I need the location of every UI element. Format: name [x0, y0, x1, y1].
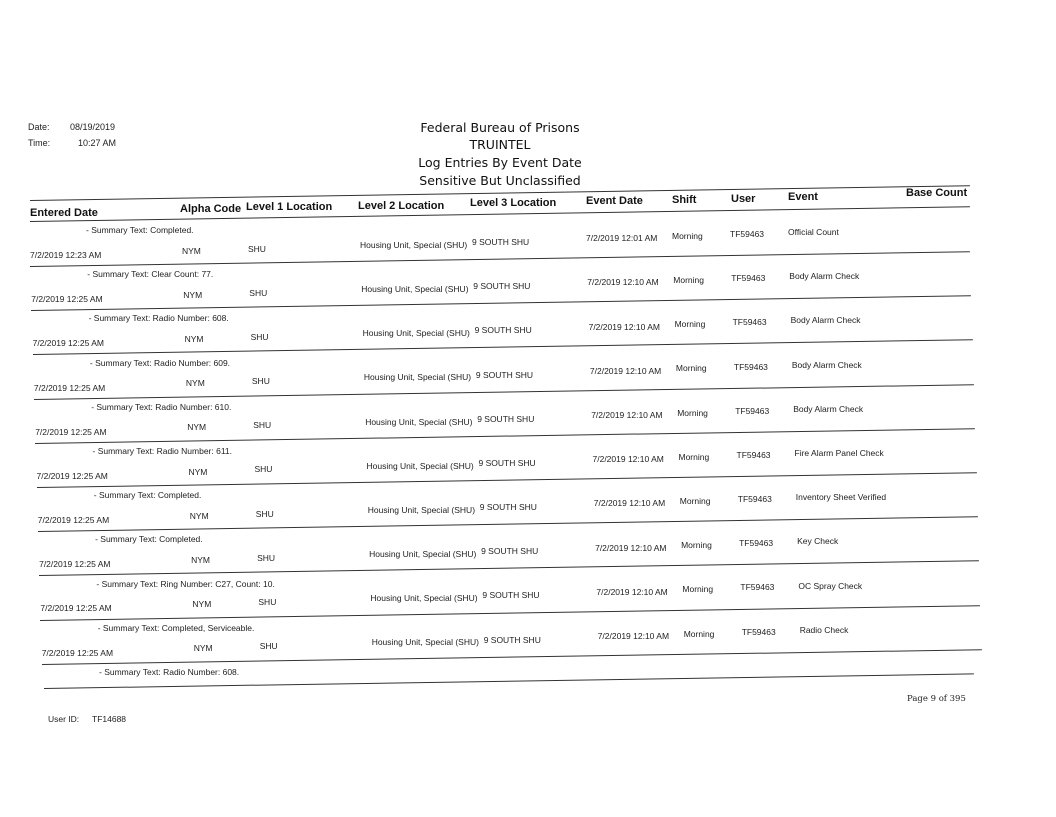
cell-alpha: NYM — [189, 510, 209, 521]
cell-entered: 7/2/2019 12:25 AM — [40, 603, 112, 614]
cell-l1: SHU — [259, 641, 278, 652]
cell-event: Body Alarm Check — [793, 403, 864, 414]
report-title: Log Entries By Event Date — [418, 155, 582, 170]
summary-text: - Summary Text: Radio Number: 611. — [92, 446, 233, 457]
cell-event: Inventory Sheet Verified — [795, 492, 887, 503]
row-separator — [34, 384, 974, 400]
cell-entered: 7/2/2019 12:25 AM — [35, 426, 107, 437]
cell-l1: SHU — [250, 331, 269, 342]
cell-user: TF59463 — [737, 494, 772, 505]
cell-entered: 7/2/2019 12:25 AM — [37, 515, 110, 526]
summary-text: - Summary Text: Radio Number: 608. — [99, 666, 240, 677]
row-separator — [30, 251, 970, 267]
cell-event_date: 7/2/2019 12:10 AM — [593, 498, 666, 509]
date-label: Date: — [28, 122, 50, 132]
cell-entered: 7/2/2019 12:25 AM — [32, 338, 104, 349]
cell-l3: 9 SOUTH SHU — [481, 546, 539, 557]
summary-text: - Summary Text: Radio Number: 609. — [89, 357, 231, 368]
cell-user: TF59463 — [739, 538, 774, 549]
cell-l3: 9 SOUTH SHU — [477, 413, 535, 424]
cell-shift: Morning — [673, 275, 705, 286]
cell-l1: SHU — [254, 464, 273, 475]
cell-event_date: 7/2/2019 12:10 AM — [589, 365, 662, 376]
cell-l2: Housing Unit, Special (SHU) — [365, 416, 473, 427]
page-number: Page 9 of 395 — [907, 694, 966, 704]
summary-text: - Summary Text: Radio Number: 608. — [88, 313, 229, 324]
cell-l3: 9 SOUTH SHU — [483, 634, 541, 645]
cell-event: Fire Alarm Panel Check — [794, 447, 884, 458]
cell-event: Body Alarm Check — [789, 271, 860, 282]
cell-l2: Housing Unit, Special (SHU) — [363, 372, 472, 383]
col-entered-date: Entered Date — [30, 207, 98, 219]
user-id-value: TF14688 — [92, 714, 127, 724]
summary-text: - Summary Text: Clear Count: 77. — [87, 269, 214, 280]
cell-l2: Housing Unit, Special (SHU) — [366, 460, 474, 471]
org-title: Federal Bureau of Prisons — [420, 120, 580, 135]
system-title: TRUINTEL — [469, 137, 531, 152]
col-level2-location: Level 2 Location — [358, 200, 445, 212]
cell-alpha: NYM — [193, 643, 213, 654]
cell-alpha: NYM — [192, 599, 212, 610]
summary-text: - Summary Text: Completed, Serviceable. — [97, 622, 255, 633]
date-value: 08/19/2019 — [70, 122, 116, 132]
row-separator — [35, 428, 975, 444]
cell-user: TF59463 — [732, 317, 767, 328]
cell-event_date: 7/2/2019 12:10 AM — [592, 454, 664, 465]
col-base-count: Base Count — [906, 187, 968, 199]
cell-user: TF59463 — [740, 582, 775, 593]
cell-shift: Morning — [682, 584, 714, 595]
cell-l2: Housing Unit, Special (SHU) — [369, 549, 477, 560]
row-separator — [42, 649, 982, 665]
cell-alpha: NYM — [185, 378, 205, 389]
col-shift: Shift — [672, 194, 697, 206]
time-value: 10:27 AM — [78, 138, 117, 148]
cell-l1: SHU — [255, 508, 274, 519]
cell-l1: SHU — [248, 243, 266, 254]
cell-entered: 7/2/2019 12:25 AM — [33, 382, 106, 393]
cell-event_date: 7/2/2019 12:10 AM — [588, 321, 660, 332]
row-separator — [39, 561, 979, 577]
cell-event_date: 7/2/2019 12:10 AM — [596, 586, 668, 597]
cell-alpha: NYM — [182, 245, 201, 256]
cell-entered: 7/2/2019 12:25 AM — [41, 647, 114, 658]
cell-shift: Morning — [672, 230, 703, 241]
row-separator — [37, 472, 977, 488]
cell-user: TF59463 — [731, 273, 766, 284]
cell-alpha: NYM — [187, 422, 207, 433]
cell-event: Body Alarm Check — [791, 359, 862, 370]
cell-user: TF59463 — [730, 229, 765, 239]
cell-l1: SHU — [249, 287, 268, 298]
col-level3-location: Level 3 Location — [470, 197, 557, 209]
time-label: Time: — [28, 138, 51, 148]
cell-user: TF59463 — [735, 405, 770, 416]
cell-entered: 7/2/2019 12:25 AM — [36, 470, 108, 481]
summary-text: - Summary Text: Radio Number: 610. — [91, 401, 232, 412]
cell-shift: Morning — [677, 407, 708, 418]
cell-entered: 7/2/2019 12:25 AM — [31, 294, 103, 305]
cell-shift: Morning — [675, 363, 707, 374]
cell-l3: 9 SOUTH SHU — [478, 457, 536, 468]
col-user: User — [731, 193, 756, 205]
cell-l2: Housing Unit, Special (SHU) — [361, 283, 469, 294]
cell-l2: Housing Unit, Special (SHU) — [362, 328, 470, 339]
cell-l3: 9 SOUTH SHU — [472, 237, 530, 248]
cell-shift: Morning — [678, 451, 710, 462]
cell-l2: Housing Unit, Special (SHU) — [360, 239, 468, 250]
cell-l1: SHU — [253, 420, 272, 431]
cell-alpha: NYM — [184, 333, 204, 344]
col-level1-location: Level 1 Location — [246, 201, 333, 213]
cell-event_date: 7/2/2019 12:01 AM — [586, 233, 658, 244]
cell-alpha: NYM — [191, 554, 210, 565]
cell-l2: Housing Unit, Special (SHU) — [371, 637, 479, 648]
cell-shift: Morning — [674, 319, 706, 330]
cell-l2: Housing Unit, Special (SHU) — [367, 504, 476, 515]
summary-text: - Summary Text: Completed. — [86, 225, 194, 236]
col-event: Event — [788, 191, 818, 203]
cell-l2: Housing Unit, Special (SHU) — [370, 593, 478, 604]
cell-event_date: 7/2/2019 12:10 AM — [591, 409, 663, 420]
cell-shift: Morning — [681, 540, 712, 551]
cell-l3: 9 SOUTH SHU — [479, 502, 537, 513]
cell-event_date: 7/2/2019 12:10 AM — [595, 542, 667, 553]
cell-user: TF59463 — [736, 449, 771, 460]
cell-l1: SHU — [257, 552, 276, 563]
cell-entered: 7/2/2019 12:25 AM — [39, 559, 111, 570]
row-separator — [31, 295, 971, 311]
classification-title: Sensitive But Unclassified — [419, 173, 581, 188]
cell-alpha: NYM — [183, 289, 203, 300]
user-id-label: User ID: — [48, 714, 80, 724]
col-alpha-code: Alpha Code — [180, 203, 242, 215]
cell-shift: Morning — [683, 628, 715, 639]
cell-l1: SHU — [251, 376, 270, 387]
summary-text: - Summary Text: Completed. — [95, 534, 203, 545]
cell-l3: 9 SOUTH SHU — [474, 325, 532, 336]
summary-text: - Summary Text: Completed. — [93, 490, 202, 501]
cell-event: Body Alarm Check — [790, 315, 861, 326]
cell-l3: 9 SOUTH SHU — [473, 281, 531, 292]
summary-text: - Summary Text: Ring Number: C27, Count: 10. — [96, 578, 275, 589]
cell-entered: 7/2/2019 12:23 AM — [30, 250, 102, 260]
cell-event: Key Check — [797, 536, 839, 547]
cell-alpha: NYM — [188, 466, 208, 477]
cell-user: TF59463 — [741, 626, 776, 637]
row-separator — [38, 516, 978, 532]
col-event-date: Event Date — [586, 195, 643, 207]
cell-event: OC Spray Check — [798, 580, 863, 591]
cell-l1: SHU — [258, 597, 277, 607]
row-separator — [40, 605, 980, 621]
cell-event_date: 7/2/2019 12:10 AM — [597, 630, 670, 641]
cell-l3: 9 SOUTH SHU — [475, 369, 534, 380]
cell-event_date: 7/2/2019 12:10 AM — [587, 277, 659, 288]
cell-event: Official Count — [788, 227, 839, 238]
cell-user: TF59463 — [733, 361, 768, 372]
cell-event: Radio Check — [799, 624, 849, 635]
row-separator — [33, 340, 973, 356]
cell-shift: Morning — [679, 495, 711, 506]
cell-l3: 9 SOUTH SHU — [482, 590, 540, 601]
